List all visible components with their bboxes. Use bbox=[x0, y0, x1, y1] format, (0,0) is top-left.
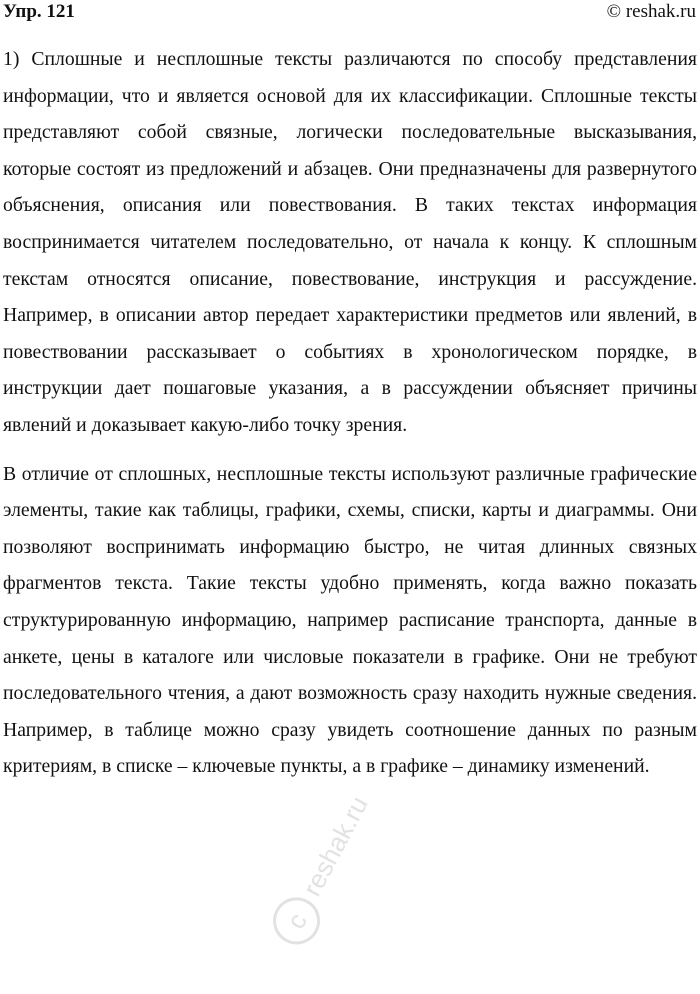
watermark-copyright-symbol: c bbox=[280, 908, 313, 934]
exercise-title: Упр. 121 bbox=[3, 1, 75, 22]
watermark-logo bbox=[238, 780, 388, 980]
copyright-label: © reshak.ru bbox=[606, 1, 696, 22]
page-header bbox=[0, 0, 700, 28]
watermark-text: reshak.ru bbox=[296, 791, 374, 901]
answer-text bbox=[3, 41, 697, 785]
paragraph-1: 1) Сплошные и несплошные тексты различаются по способу представления информации, что и является основой для их классификации. Сплошные тексты представляют собой связные, логически последовательные высказывания, которые состоят из предложений и абзацев. Они предназначены для развернутого объяснения, описания или повествования. В таких текстах информация воспринимается читателем последовательно, от начала к концу. К сплошным текстам относятся описание, повествование, инструкция и рассуждение. Например, в описании автор передает характеристики предметов или явлений, в повествовании рассказывает о событиях в хронологическом порядке, в инструкции дает пошаговые указания, а в рассуждении объясняет причины явлений и доказывает какую-либо точку зрения. bbox=[3, 48, 697, 436]
paragraph-2: В отличие от сплошных, несплошные тексты используют различные графические элементы, такие как таблицы, графики, схемы, списки, карты и диаграммы. Они позволяют воспринимать информацию быстро, не читая длинных связных фрагментов текста. Такие тексты удобно применять, когда важно показать структурированную информацию, например расписание транспорта, данные в анкете, цены в каталоге или числовые показатели в графике. Они не требуют последовательного чтения, а дают возможность сразу находить нужные сведения. Например, в таблице можно сразу увидеть соотношение данных по разным критериям, в списке – ключевые пункты, а в графике – динамику изменений. bbox=[3, 462, 697, 778]
watermark-circle bbox=[267, 891, 327, 951]
